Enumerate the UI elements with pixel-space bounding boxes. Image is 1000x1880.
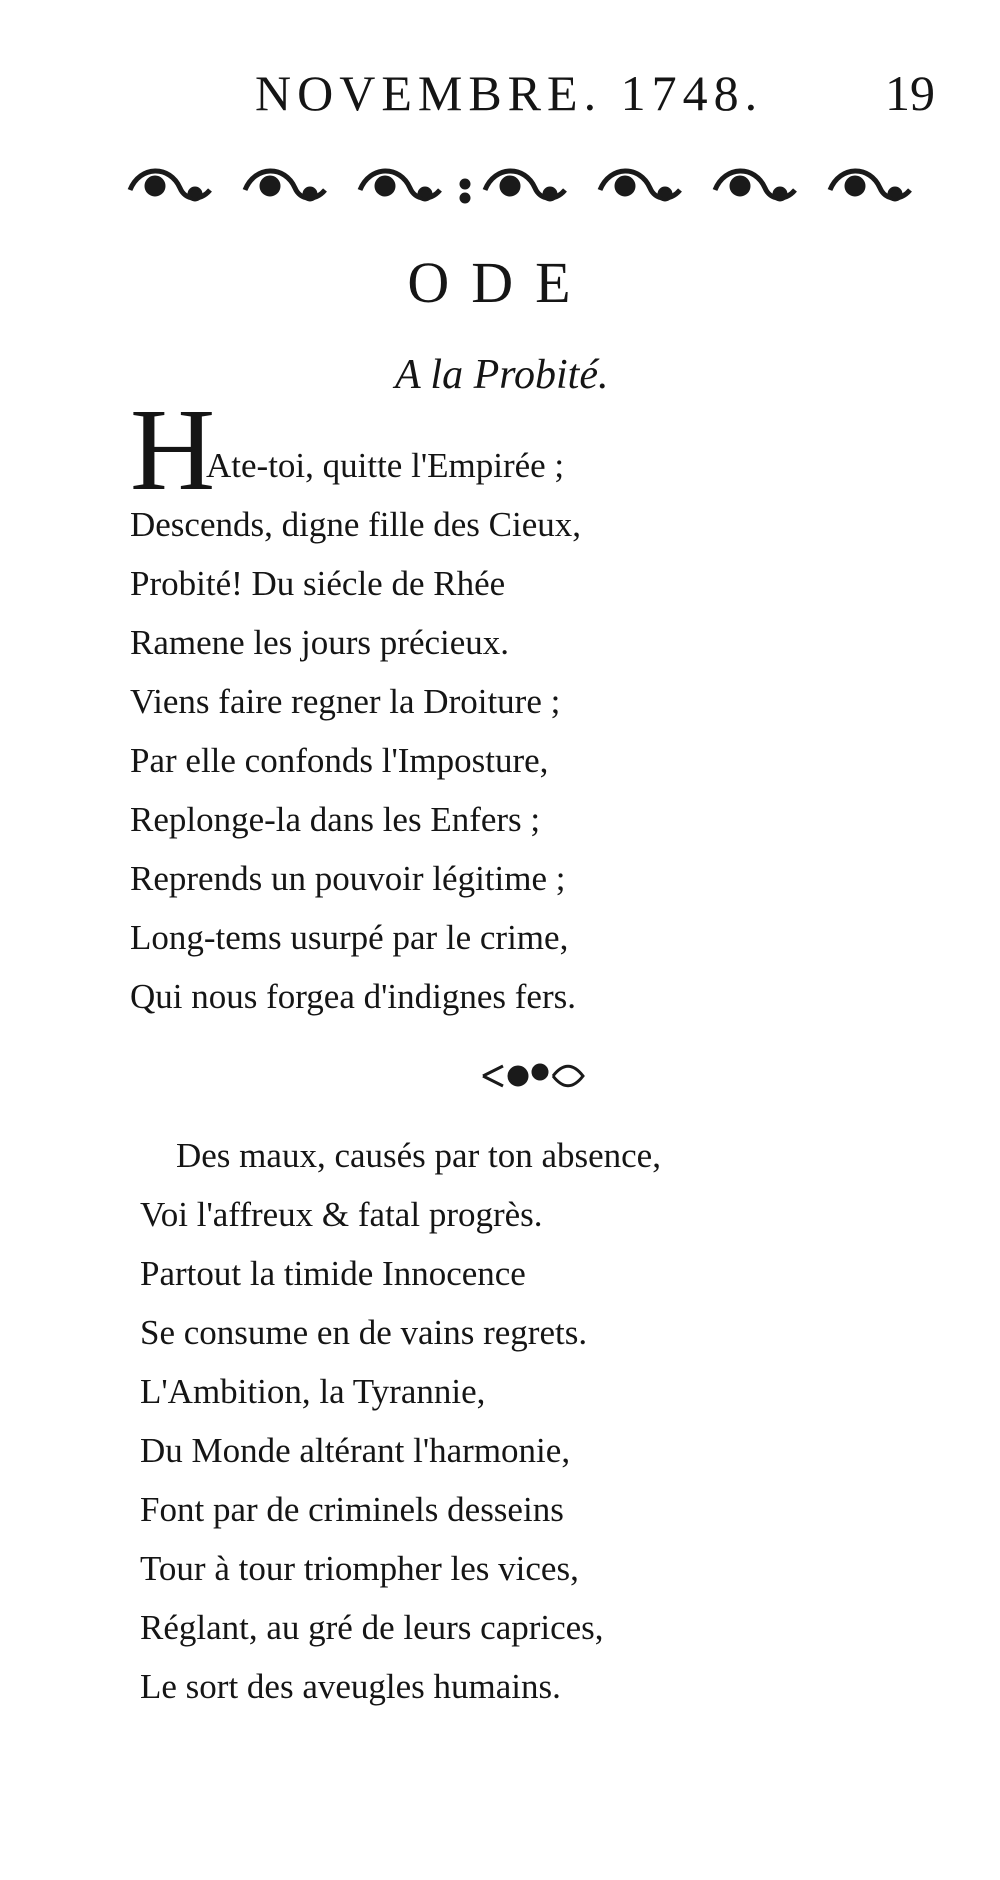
verse-line: Des maux, causés par ton absence,: [176, 1136, 661, 1175]
verse-line: Par elle confonds l'Imposture,: [130, 741, 549, 780]
verse-line: Tour à tour triompher les vices,: [140, 1549, 579, 1588]
stanza-1-lines: [130, 384, 582, 1026]
verse-line: Qui nous forgea d'indignes fers.: [130, 977, 576, 1016]
verse-line: L'Ambition, la Tyrannie,: [140, 1372, 486, 1411]
verse-line: Replonge-la dans les Enfers ;: [130, 800, 541, 839]
scroll-ornament: [130, 171, 210, 200]
verse-line: Du Monde altérant l'harmonie,: [140, 1431, 571, 1470]
verse-line: Voi l'affreux & fatal progrès.: [140, 1195, 543, 1234]
ornamental-headpiece: [125, 160, 935, 220]
verse-line: Ramene les jours précieux.: [130, 623, 510, 662]
stanza-2: [140, 1126, 860, 1716]
verse-line: Réglant, au gré de leurs caprices,: [140, 1608, 604, 1647]
poem-title: ODE: [407, 250, 593, 315]
verse-line: Viens faire regner la Droiture ;: [130, 682, 561, 721]
fleuron-divider: [478, 1058, 588, 1094]
verse-line: Ate-toi, quitte l'Empirée ;: [206, 446, 565, 485]
verse-line: Descends, digne fille des Cieux,: [130, 505, 582, 544]
running-head-title: NOVEMBRE. 1748.: [255, 65, 764, 121]
verse-line: Le sort des aveugles humains.: [140, 1667, 561, 1706]
page-number: 19: [885, 65, 935, 121]
verse-line: Reprends un pouvoir légitime ;: [130, 859, 566, 898]
verse-line: Se consume en de vains regrets.: [140, 1313, 588, 1352]
verse-line: Long-tems usurpé par le crime,: [130, 918, 569, 957]
verse-line: Partout la timide Innocence: [140, 1254, 526, 1293]
verse-line: Probité! Du siécle de Rhée: [130, 564, 506, 603]
verse-line: Font par de criminels desseins: [140, 1490, 564, 1529]
poem-subtitle: A la Probité.: [395, 352, 609, 398]
drop-cap: H: [130, 384, 216, 515]
running-head: [255, 58, 935, 128]
